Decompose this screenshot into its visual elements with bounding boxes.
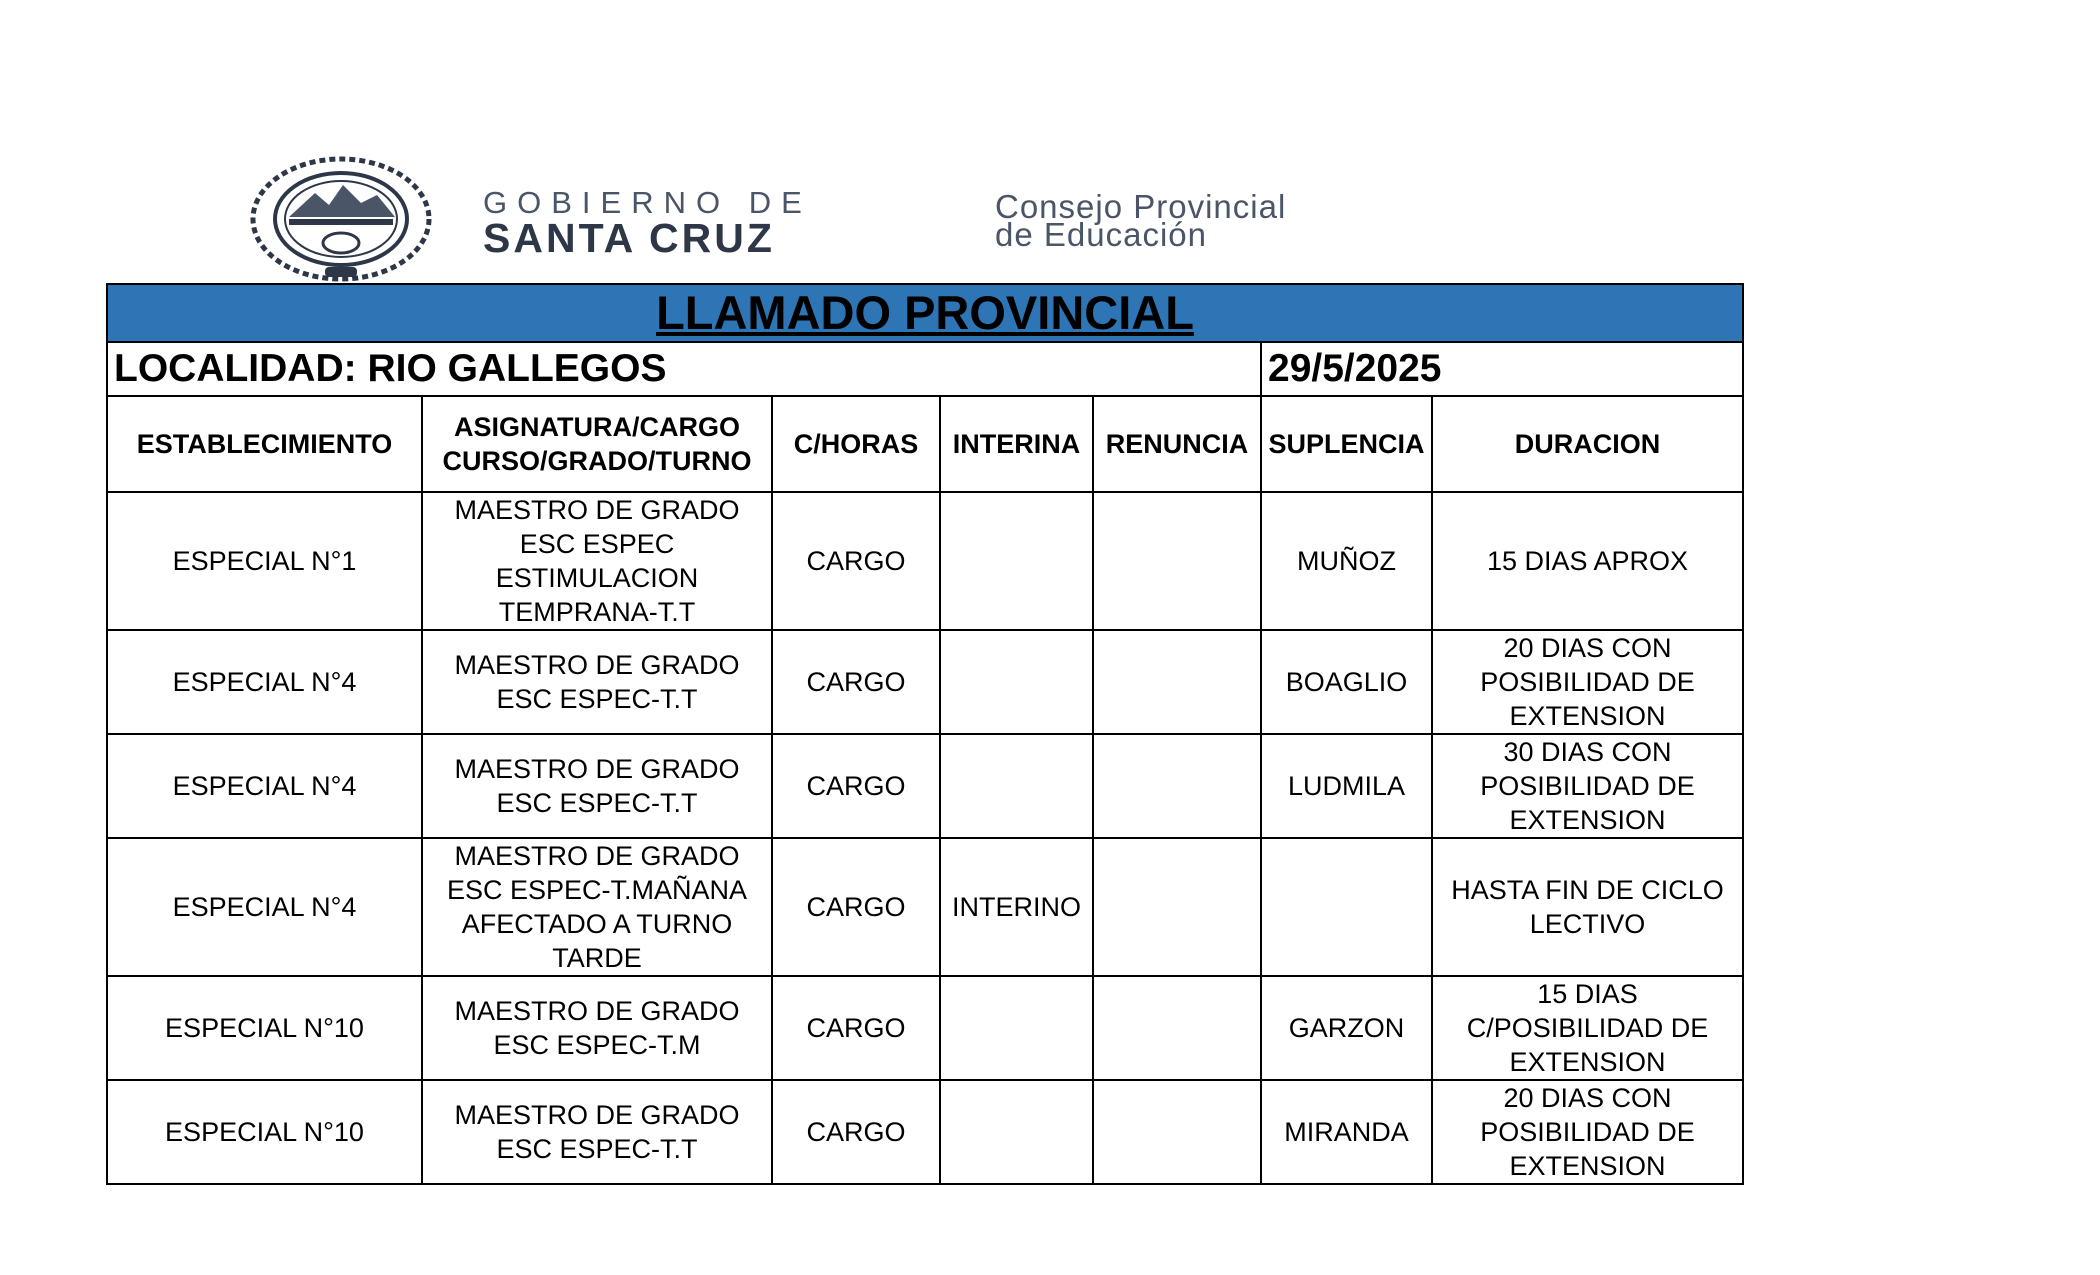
cell-establecimiento: ESPECIAL N°10	[107, 976, 422, 1080]
cell-renuncia	[1093, 838, 1261, 976]
col-header-renuncia: RENUNCIA	[1093, 396, 1261, 492]
cell-line: 15 DIAS APROX	[1486, 546, 1689, 576]
government-label: GOBIERNO DE	[483, 185, 812, 220]
cell-line: ESC ESPEC-T.T	[496, 684, 698, 714]
cell-line: 15 DIAS	[1537, 979, 1638, 1009]
cell-duracion	[1432, 492, 1743, 630]
title-cell	[107, 284, 1743, 342]
council-name-line1: Consejo Provincial	[995, 188, 1287, 225]
cell-duracion	[1432, 1080, 1743, 1184]
cell-line: EXTENSION	[1509, 1151, 1666, 1181]
cell-asignatura	[422, 838, 772, 976]
cell-renuncia	[1093, 1080, 1261, 1184]
cell-asignatura	[422, 976, 772, 1080]
table-row	[107, 630, 1743, 734]
cell-line: ESC ESPEC-T.M	[493, 1030, 701, 1060]
cell-line: 20 DIAS CON	[1503, 1083, 1672, 1113]
column-header-row	[107, 396, 1743, 492]
cell-horas: CARGO	[772, 838, 940, 976]
cell-line: ESC ESPEC-T.T	[496, 788, 698, 818]
cell-line: MAESTRO DE GRADO	[454, 996, 740, 1026]
locality-row	[107, 342, 1743, 396]
cell-suplencia: MIRANDA	[1261, 1080, 1432, 1184]
cell-duracion	[1432, 630, 1743, 734]
cell-duracion	[1432, 734, 1743, 838]
cell-asignatura	[422, 492, 772, 630]
cell-horas: CARGO	[772, 1080, 940, 1184]
table-row	[107, 492, 1743, 630]
province-seal-icon	[245, 155, 437, 283]
cell-line: HASTA FIN DE CICLO	[1451, 875, 1724, 905]
col-header-duracion: DURACION	[1432, 396, 1743, 492]
cell-line: AFECTADO A TURNO	[461, 909, 733, 939]
table-row	[107, 1080, 1743, 1184]
cell-line: 20 DIAS CON	[1503, 633, 1672, 663]
cell-suplencia: BOAGLIO	[1261, 630, 1432, 734]
cell-line: POSIBILIDAD DE	[1480, 1117, 1695, 1147]
col-header-establecimiento: ESTABLECIMIENTO	[107, 396, 422, 492]
cell-interina	[940, 976, 1093, 1080]
cell-establecimiento: ESPECIAL N°4	[107, 734, 422, 838]
cell-establecimiento: ESPECIAL N°4	[107, 630, 422, 734]
cell-horas: CARGO	[772, 492, 940, 630]
cell-duracion	[1432, 976, 1743, 1080]
cell-line: POSIBILIDAD DE	[1480, 771, 1695, 801]
cell-line: TARDE	[552, 943, 642, 973]
col-header-asignatura-line2: CURSO/GRADO/TURNO	[442, 446, 752, 476]
cell-suplencia	[1261, 838, 1432, 976]
cell-suplencia: GARZON	[1261, 976, 1432, 1080]
cell-interina	[940, 492, 1093, 630]
locality-label: LOCALIDAD: RIO GALLEGOS	[107, 342, 1261, 396]
vacancies-table	[106, 283, 1744, 1185]
council-name-line2: de Educación	[995, 216, 1207, 253]
table-row	[107, 734, 1743, 838]
col-header-asignatura	[422, 396, 772, 492]
cell-line: ESC ESPEC-T.T	[496, 1134, 698, 1164]
cell-interina	[940, 734, 1093, 838]
cell-line: C/POSIBILIDAD DE	[1466, 1013, 1709, 1043]
cell-line: TEMPRANA-T.T	[498, 597, 696, 627]
cell-horas: CARGO	[772, 976, 940, 1080]
call-date: 29/5/2025	[1261, 342, 1743, 396]
table-row	[107, 976, 1743, 1080]
cell-line: ESC ESPEC	[519, 529, 675, 559]
cell-establecimiento: ESPECIAL N°10	[107, 1080, 422, 1184]
cell-renuncia	[1093, 630, 1261, 734]
cell-renuncia	[1093, 492, 1261, 630]
cell-interina	[940, 630, 1093, 734]
cell-renuncia	[1093, 734, 1261, 838]
cell-line: EXTENSION	[1509, 1047, 1666, 1077]
cell-line: POSIBILIDAD DE	[1480, 667, 1695, 697]
col-header-horas: C/HORAS	[772, 396, 940, 492]
col-header-interina: INTERINA	[940, 396, 1093, 492]
cell-suplencia: LUDMILA	[1261, 734, 1432, 838]
col-header-asignatura-line1: ASIGNATURA/CARGO	[454, 412, 740, 442]
cell-interina	[940, 1080, 1093, 1184]
cell-line: EXTENSION	[1509, 701, 1666, 731]
cell-line: MAESTRO DE GRADO	[454, 841, 740, 871]
document-header	[245, 155, 1445, 285]
cell-suplencia: MUÑOZ	[1261, 492, 1432, 630]
cell-line: 30 DIAS CON	[1503, 737, 1672, 767]
cell-line: ESC ESPEC-T.MAÑANA	[446, 875, 748, 905]
col-header-suplencia: SUPLENCIA	[1261, 396, 1432, 492]
cell-line: EXTENSION	[1509, 805, 1666, 835]
title-row	[107, 284, 1743, 342]
cell-line: LECTIVO	[1529, 909, 1646, 939]
table-row	[107, 838, 1743, 976]
cell-interina: INTERINO	[940, 838, 1093, 976]
cell-asignatura	[422, 734, 772, 838]
cell-line: MAESTRO DE GRADO	[454, 650, 740, 680]
council-logotype	[995, 188, 1287, 253]
cell-line: MAESTRO DE GRADO	[454, 1100, 740, 1130]
cell-establecimiento: ESPECIAL N°1	[107, 492, 422, 630]
cell-establecimiento: ESPECIAL N°4	[107, 838, 422, 976]
cell-asignatura	[422, 630, 772, 734]
cell-horas: CARGO	[772, 630, 940, 734]
province-name: SANTA CRUZ	[483, 215, 775, 261]
cell-horas: CARGO	[772, 734, 940, 838]
cell-line: MAESTRO DE GRADO	[454, 754, 740, 784]
cell-duracion	[1432, 838, 1743, 976]
cell-renuncia	[1093, 976, 1261, 1080]
cell-line: MAESTRO DE GRADO	[454, 495, 740, 525]
page-title: LLAMADO PROVINCIAL	[656, 286, 1194, 339]
cell-asignatura	[422, 1080, 772, 1184]
cell-line: ESTIMULACION	[495, 563, 699, 593]
government-logotype	[483, 185, 812, 261]
